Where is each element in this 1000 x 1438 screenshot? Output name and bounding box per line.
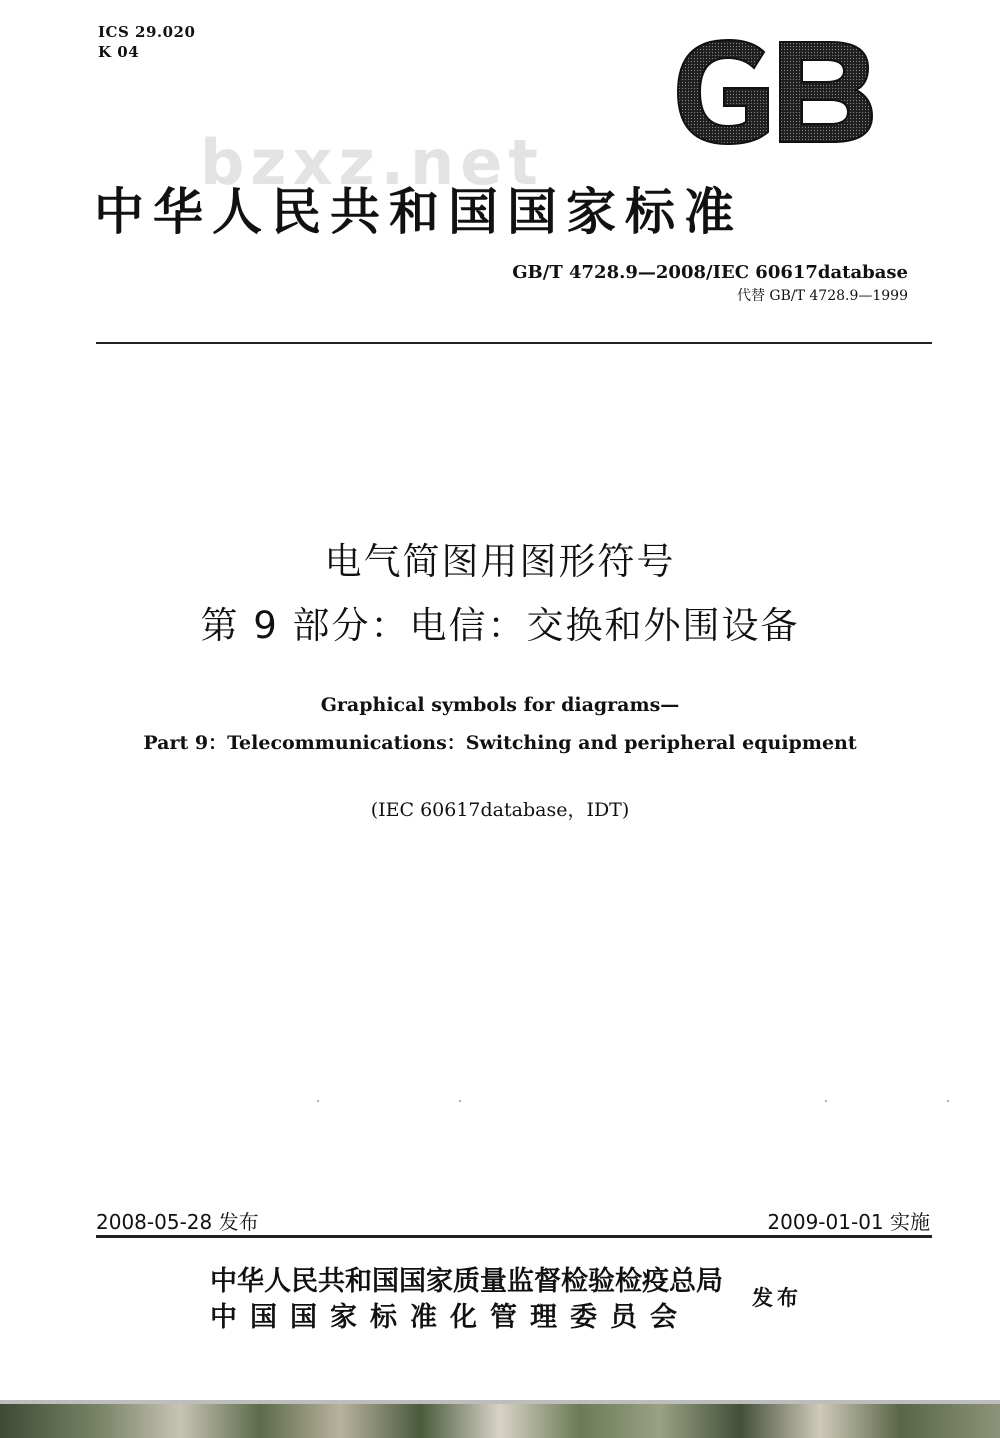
issuer-block — [210, 1264, 723, 1336]
title-zh-line2: 第 9 部分：电信：交换和外围设备 — [200, 604, 800, 647]
ics-code: ICS 29.020 — [98, 23, 196, 41]
gb-logo-icon — [672, 36, 878, 148]
standard-number-block — [512, 262, 908, 305]
publish-label: 发布 — [752, 1286, 802, 1310]
adoption-note: (IEC 60617database，IDT) — [370, 799, 630, 821]
title-en-line1: Graphical symbols for diagrams— — [320, 694, 680, 716]
implementation-date: 2009-01-01 实施 — [767, 1210, 930, 1234]
footer-photo-strip — [0, 1404, 1000, 1438]
replaces-standard: 代替 GB/T 4728.9—1999 — [736, 288, 908, 304]
title-en-line2: Part 9：Telecommunications：Switching and peripheral equipment — [143, 732, 857, 754]
bottom-divider — [96, 1235, 932, 1238]
national-standard-heading: 中华人民共和国国家标准 — [94, 183, 743, 241]
issue-date: 2008-05-28 发布 — [96, 1210, 259, 1234]
watermark: bzxz.net — [200, 126, 544, 199]
ccs-code: K 04 — [98, 43, 140, 61]
classification-codes — [98, 22, 195, 62]
top-divider — [96, 342, 932, 344]
issuer-line1: 中华人民共和国国家质量监督检验检疫总局 — [210, 1266, 723, 1297]
standard-number: GB/T 4728.9—2008/IEC 60617database — [512, 262, 908, 283]
title-zh-line1: 电气简图用图形符号 — [324, 540, 676, 583]
issuer-line2: 中国国家标准化管理委员会 — [210, 1302, 690, 1333]
scan-dots — [96, 1098, 956, 1104]
